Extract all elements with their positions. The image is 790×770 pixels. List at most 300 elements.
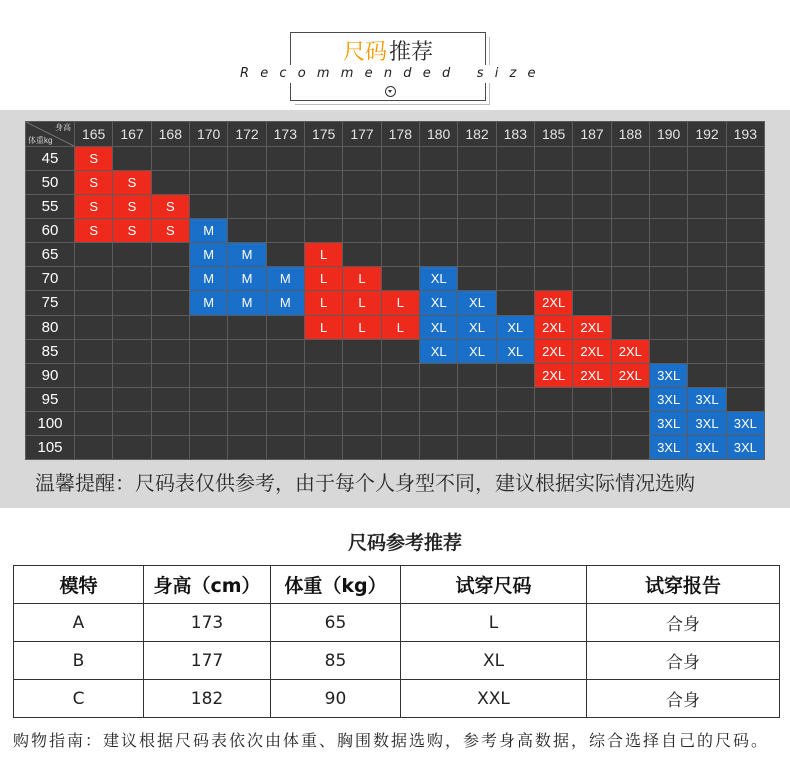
empty-cell (573, 436, 610, 459)
header-fit-report: 试穿报告 (587, 566, 780, 604)
table-header-row (14, 566, 780, 604)
weight-label-85: 85 (26, 340, 74, 363)
empty-cell (535, 219, 572, 242)
empty-cell (650, 291, 687, 314)
empty-cell (75, 340, 112, 363)
empty-cell (113, 316, 150, 339)
empty-cell (573, 147, 610, 170)
empty-cell (535, 171, 572, 194)
page-subtitle: Recommended size (240, 66, 547, 81)
height-header-190: 190 (650, 122, 687, 146)
empty-cell (573, 219, 610, 242)
cell-model: A (14, 604, 144, 642)
cell-model: B (14, 642, 144, 680)
size-cell: M (228, 243, 265, 266)
weight-label-45: 45 (26, 147, 74, 170)
empty-cell (267, 364, 304, 387)
header-tried-size: 试穿尺码 (401, 566, 587, 604)
grid-corner-header (26, 122, 74, 146)
reference-table (13, 565, 780, 718)
empty-cell (612, 412, 649, 435)
cell-model: C (14, 680, 144, 718)
height-header-183: 183 (497, 122, 534, 146)
empty-cell (113, 147, 150, 170)
size-cell: 3XL (650, 388, 687, 411)
empty-cell (343, 171, 380, 194)
empty-cell (190, 171, 227, 194)
size-cell: 3XL (688, 436, 725, 459)
empty-cell (612, 219, 649, 242)
size-cell: 2XL (612, 364, 649, 387)
empty-cell (688, 267, 725, 290)
empty-cell (573, 291, 610, 314)
empty-cell (650, 340, 687, 363)
empty-cell (727, 340, 764, 363)
empty-cell (228, 195, 265, 218)
empty-cell (228, 147, 265, 170)
weight-label-60: 60 (26, 219, 74, 242)
empty-cell (650, 147, 687, 170)
size-cell: L (305, 267, 342, 290)
header-weight: 体重（kg） (271, 566, 401, 604)
empty-cell (688, 340, 725, 363)
empty-cell (190, 412, 227, 435)
empty-cell (305, 219, 342, 242)
size-cell: XL (497, 340, 534, 363)
empty-cell (113, 291, 150, 314)
empty-cell (573, 267, 610, 290)
empty-cell (152, 412, 189, 435)
empty-cell (190, 340, 227, 363)
empty-cell (727, 171, 764, 194)
size-cell: 3XL (688, 388, 725, 411)
empty-cell (75, 291, 112, 314)
empty-cell (267, 147, 304, 170)
size-cell: 3XL (650, 364, 687, 387)
height-header-167: 167 (113, 122, 150, 146)
empty-cell (688, 243, 725, 266)
empty-cell (113, 388, 150, 411)
size-cell: 2XL (573, 316, 610, 339)
size-cell: L (305, 243, 342, 266)
size-cell: L (382, 291, 419, 314)
empty-cell (113, 340, 150, 363)
size-cell: 3XL (727, 436, 764, 459)
cell-weight: 85 (271, 642, 401, 680)
height-header-187: 187 (573, 122, 610, 146)
empty-cell (267, 171, 304, 194)
empty-cell (688, 291, 725, 314)
empty-cell (612, 388, 649, 411)
empty-cell (727, 219, 764, 242)
size-cell: L (343, 267, 380, 290)
empty-cell (612, 316, 649, 339)
size-cell: XL (420, 316, 457, 339)
empty-cell (420, 436, 457, 459)
empty-cell (382, 243, 419, 266)
empty-cell (190, 436, 227, 459)
empty-cell (75, 364, 112, 387)
empty-cell (190, 388, 227, 411)
empty-cell (305, 147, 342, 170)
weight-label-65: 65 (26, 243, 74, 266)
empty-cell (727, 147, 764, 170)
size-cell: 3XL (688, 412, 725, 435)
empty-cell (343, 195, 380, 218)
empty-cell (650, 243, 687, 266)
empty-cell (343, 147, 380, 170)
size-cell: 3XL (650, 436, 687, 459)
empty-cell (305, 195, 342, 218)
empty-cell (573, 243, 610, 266)
size-cell: S (75, 147, 112, 170)
empty-cell (420, 388, 457, 411)
empty-cell (75, 316, 112, 339)
size-cell: L (305, 316, 342, 339)
empty-cell (458, 412, 495, 435)
size-cell: XL (458, 316, 495, 339)
empty-cell (228, 219, 265, 242)
empty-cell (382, 388, 419, 411)
cell-size: XXL (401, 680, 587, 718)
empty-cell (152, 171, 189, 194)
empty-cell (497, 291, 534, 314)
height-header-170: 170 (190, 122, 227, 146)
empty-cell (497, 219, 534, 242)
empty-cell (305, 364, 342, 387)
empty-cell (75, 267, 112, 290)
empty-cell (688, 171, 725, 194)
empty-cell (420, 364, 457, 387)
empty-cell (305, 340, 342, 363)
size-cell: 2XL (573, 340, 610, 363)
empty-cell (228, 436, 265, 459)
empty-cell (497, 364, 534, 387)
empty-cell (535, 412, 572, 435)
size-cell: M (190, 219, 227, 242)
size-cell: S (152, 219, 189, 242)
empty-cell (535, 267, 572, 290)
empty-cell (573, 388, 610, 411)
header-model: 模特 (14, 566, 144, 604)
empty-cell (382, 436, 419, 459)
empty-cell (497, 412, 534, 435)
height-header-175: 175 (305, 122, 342, 146)
size-cell: 2XL (535, 340, 572, 363)
size-chart-grid (25, 121, 765, 460)
size-cell: M (228, 267, 265, 290)
empty-cell (305, 412, 342, 435)
empty-cell (727, 267, 764, 290)
size-cell: L (382, 316, 419, 339)
title-rest: 推荐 (389, 40, 434, 65)
size-cell: XL (420, 291, 457, 314)
height-header-173: 173 (267, 122, 304, 146)
empty-cell (267, 316, 304, 339)
chevron-down-circle-icon (385, 86, 396, 97)
size-cell: XL (458, 340, 495, 363)
weight-label-55: 55 (26, 195, 74, 218)
empty-cell (75, 243, 112, 266)
empty-cell (727, 316, 764, 339)
empty-cell (727, 243, 764, 266)
height-header-180: 180 (420, 122, 457, 146)
title-accent: 尺码 (342, 40, 387, 65)
empty-cell (152, 364, 189, 387)
empty-cell (573, 171, 610, 194)
size-cell: S (113, 219, 150, 242)
header-height: 身高（cm） (144, 566, 271, 604)
empty-cell (382, 171, 419, 194)
empty-cell (305, 436, 342, 459)
empty-cell (535, 243, 572, 266)
height-header-165: 165 (75, 122, 112, 146)
weight-label-50: 50 (26, 171, 74, 194)
weight-label-90: 90 (26, 364, 74, 387)
size-cell: M (267, 267, 304, 290)
size-cell: 2XL (573, 364, 610, 387)
empty-cell (650, 219, 687, 242)
empty-cell (113, 267, 150, 290)
cell-report: 合身 (587, 642, 780, 680)
empty-cell (573, 195, 610, 218)
weight-label-105: 105 (26, 436, 74, 459)
size-cell: L (343, 316, 380, 339)
empty-cell (650, 267, 687, 290)
size-cell: XL (497, 316, 534, 339)
height-header-168: 168 (152, 122, 189, 146)
empty-cell (420, 147, 457, 170)
empty-cell (152, 388, 189, 411)
size-cell: 3XL (727, 412, 764, 435)
empty-cell (190, 195, 227, 218)
empty-cell (497, 243, 534, 266)
empty-cell (267, 195, 304, 218)
size-cell: XL (458, 291, 495, 314)
empty-cell (228, 171, 265, 194)
corner-height-label: 身高 (55, 123, 71, 132)
empty-cell (113, 243, 150, 266)
table-row (14, 680, 780, 718)
empty-cell (343, 388, 380, 411)
size-cell: S (113, 195, 150, 218)
empty-cell (573, 412, 610, 435)
cell-size: XL (401, 642, 587, 680)
size-cell: L (305, 291, 342, 314)
empty-cell (612, 171, 649, 194)
empty-cell (113, 436, 150, 459)
cell-report: 合身 (587, 680, 780, 718)
empty-cell (190, 364, 227, 387)
empty-cell (305, 388, 342, 411)
empty-cell (113, 364, 150, 387)
empty-cell (267, 436, 304, 459)
size-cell: M (190, 243, 227, 266)
empty-cell (343, 340, 380, 363)
empty-cell (688, 219, 725, 242)
empty-cell (535, 436, 572, 459)
height-header-192: 192 (688, 122, 725, 146)
empty-cell (650, 195, 687, 218)
empty-cell (343, 219, 380, 242)
empty-cell (535, 195, 572, 218)
size-cell: L (343, 291, 380, 314)
empty-cell (612, 291, 649, 314)
empty-cell (267, 340, 304, 363)
empty-cell (382, 364, 419, 387)
empty-cell (612, 267, 649, 290)
cell-size: L (401, 604, 587, 642)
empty-cell (152, 243, 189, 266)
empty-cell (688, 195, 725, 218)
height-header-177: 177 (343, 122, 380, 146)
empty-cell (267, 412, 304, 435)
empty-cell (497, 436, 534, 459)
empty-cell (688, 147, 725, 170)
empty-cell (267, 219, 304, 242)
empty-cell (727, 195, 764, 218)
empty-cell (75, 436, 112, 459)
height-header-172: 172 (228, 122, 265, 146)
empty-cell (152, 340, 189, 363)
height-header-178: 178 (382, 122, 419, 146)
empty-cell (190, 316, 227, 339)
empty-cell (497, 171, 534, 194)
cell-report: 合身 (587, 604, 780, 642)
empty-cell (152, 267, 189, 290)
empty-cell (420, 171, 457, 194)
size-cell: 2XL (535, 291, 572, 314)
cell-height: 177 (144, 642, 271, 680)
cell-height: 182 (144, 680, 271, 718)
size-cell: S (152, 195, 189, 218)
empty-cell (343, 364, 380, 387)
size-notice: 温馨提醒：尺码表仅供参考，由于每个人身型不同，建议根据实际情况选购 (35, 471, 695, 495)
empty-cell (727, 388, 764, 411)
empty-cell (535, 388, 572, 411)
empty-cell (228, 412, 265, 435)
size-cell: XL (420, 267, 457, 290)
size-cell: XL (420, 340, 457, 363)
size-cell: S (75, 195, 112, 218)
size-cell: M (190, 267, 227, 290)
size-cell: 2XL (535, 316, 572, 339)
empty-cell (727, 364, 764, 387)
shopping-guide: 购物指南：建议根据尺码表依次由体重、胸围数据选购，参考身高数据，综合选择自己的尺码。 (13, 731, 770, 750)
empty-cell (688, 316, 725, 339)
size-cell: 2XL (612, 340, 649, 363)
empty-cell (650, 171, 687, 194)
empty-cell (612, 147, 649, 170)
empty-cell (152, 147, 189, 170)
empty-cell (228, 364, 265, 387)
size-cell: M (267, 291, 304, 314)
size-cell: S (113, 171, 150, 194)
table-row (14, 642, 780, 680)
empty-cell (228, 388, 265, 411)
empty-cell (458, 195, 495, 218)
empty-cell (458, 243, 495, 266)
height-header-182: 182 (458, 122, 495, 146)
empty-cell (382, 147, 419, 170)
weight-label-100: 100 (26, 412, 74, 435)
page-title (290, 39, 486, 67)
table-row (14, 604, 780, 642)
cell-height: 173 (144, 604, 271, 642)
reference-title: 尺码参考推荐 (347, 532, 462, 554)
empty-cell (497, 388, 534, 411)
empty-cell (75, 388, 112, 411)
empty-cell (152, 291, 189, 314)
size-cell: S (75, 219, 112, 242)
height-header-193: 193 (727, 122, 764, 146)
size-cell: S (75, 171, 112, 194)
size-cell: 2XL (535, 364, 572, 387)
size-cell: M (228, 291, 265, 314)
empty-cell (688, 364, 725, 387)
cell-weight: 90 (271, 680, 401, 718)
empty-cell (420, 195, 457, 218)
cell-weight: 65 (271, 604, 401, 642)
empty-cell (650, 316, 687, 339)
empty-cell (458, 147, 495, 170)
weight-label-95: 95 (26, 388, 74, 411)
height-header-188: 188 (612, 122, 649, 146)
empty-cell (612, 195, 649, 218)
empty-cell (458, 171, 495, 194)
empty-cell (152, 436, 189, 459)
empty-cell (382, 340, 419, 363)
empty-cell (382, 267, 419, 290)
empty-cell (612, 436, 649, 459)
empty-cell (305, 171, 342, 194)
empty-cell (497, 195, 534, 218)
empty-cell (267, 243, 304, 266)
empty-cell (727, 291, 764, 314)
empty-cell (458, 267, 495, 290)
height-header-185: 185 (535, 122, 572, 146)
weight-label-70: 70 (26, 267, 74, 290)
empty-cell (382, 412, 419, 435)
empty-cell (228, 340, 265, 363)
empty-cell (152, 316, 189, 339)
empty-cell (420, 412, 457, 435)
empty-cell (267, 388, 304, 411)
empty-cell (420, 243, 457, 266)
empty-cell (382, 219, 419, 242)
size-cell: 3XL (650, 412, 687, 435)
empty-cell (343, 243, 380, 266)
weight-label-80: 80 (26, 316, 74, 339)
empty-cell (228, 316, 265, 339)
empty-cell (458, 364, 495, 387)
empty-cell (343, 436, 380, 459)
empty-cell (497, 267, 534, 290)
weight-label-75: 75 (26, 291, 74, 314)
empty-cell (343, 412, 380, 435)
empty-cell (458, 436, 495, 459)
empty-cell (497, 147, 534, 170)
size-cell: M (190, 291, 227, 314)
empty-cell (382, 195, 419, 218)
corner-weight-label: 体重kg (28, 136, 53, 145)
empty-cell (458, 219, 495, 242)
empty-cell (113, 412, 150, 435)
empty-cell (190, 147, 227, 170)
empty-cell (75, 412, 112, 435)
empty-cell (458, 388, 495, 411)
empty-cell (612, 243, 649, 266)
